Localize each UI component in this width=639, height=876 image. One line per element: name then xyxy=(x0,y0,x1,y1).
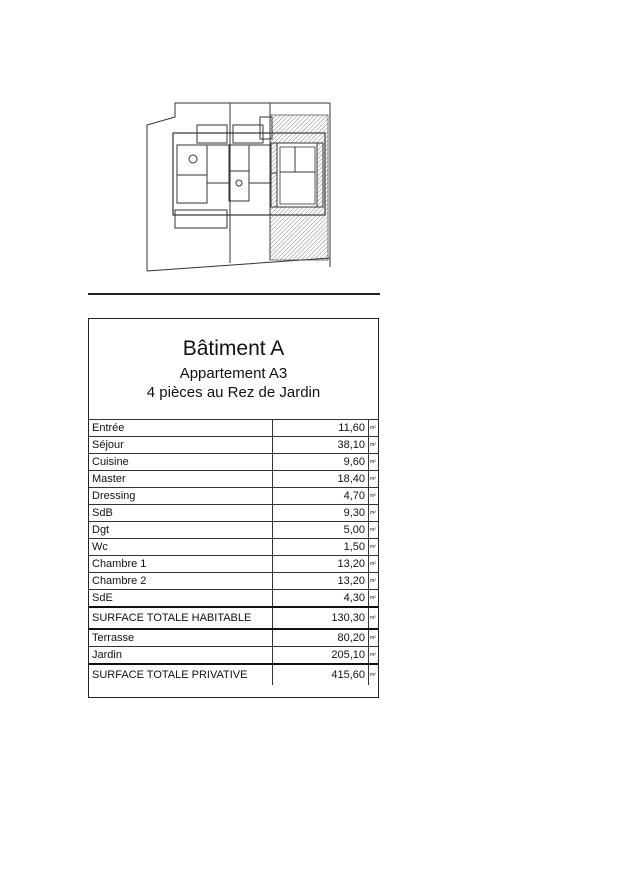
room-name: Cuisine xyxy=(89,454,273,471)
total-privative-row xyxy=(89,664,378,685)
table-row xyxy=(89,488,378,505)
area-unit: m² xyxy=(369,505,379,522)
area-unit: m² xyxy=(369,454,379,471)
area-unit: m² xyxy=(369,556,379,573)
area-unit: m² xyxy=(369,573,379,590)
area-unit: m² xyxy=(369,488,379,505)
room-name: Terrasse xyxy=(89,629,273,647)
room-name: SdB xyxy=(89,505,273,522)
room-name: Dressing xyxy=(89,488,273,505)
room-name: Master xyxy=(89,471,273,488)
total-habitable-row xyxy=(89,607,378,629)
table-row xyxy=(89,471,378,488)
area-unit: m² xyxy=(369,420,379,437)
table-row xyxy=(89,590,378,608)
room-area: 205,10 xyxy=(273,647,369,665)
room-area: 1,50 xyxy=(273,539,369,556)
room-area: 5,00 xyxy=(273,522,369,539)
separator-line xyxy=(88,293,380,295)
room-name: Dgt xyxy=(89,522,273,539)
table-row xyxy=(89,420,378,437)
apartment-title: Appartement A3 xyxy=(179,365,288,382)
apartment-description: 4 pièces au Rez de Jardin xyxy=(146,384,321,401)
area-unit: m² xyxy=(369,664,379,685)
room-name: Séjour xyxy=(89,437,273,454)
room-area: 11,60 xyxy=(273,420,369,437)
room-area: 4,30 xyxy=(273,590,369,608)
room-area: 13,20 xyxy=(273,556,369,573)
room-name: SURFACE TOTALE PRIVATIVE xyxy=(89,664,273,685)
room-area: 80,20 xyxy=(273,629,369,647)
table-row xyxy=(89,437,378,454)
table-header xyxy=(89,319,378,419)
area-unit: m² xyxy=(369,522,379,539)
table-row xyxy=(89,539,378,556)
room-name: SdE xyxy=(89,590,273,608)
room-name: Chambre 1 xyxy=(89,556,273,573)
table-row xyxy=(89,647,378,665)
table-row xyxy=(89,556,378,573)
table-row xyxy=(89,454,378,471)
table-row xyxy=(89,629,378,647)
room-area: 18,40 xyxy=(273,471,369,488)
area-unit: m² xyxy=(369,647,379,665)
room-name: Jardin xyxy=(89,647,273,665)
area-unit: m² xyxy=(369,471,379,488)
room-area: 38,10 xyxy=(273,437,369,454)
area-unit: m² xyxy=(369,437,379,454)
building-title: Bâtiment A xyxy=(182,337,285,360)
floor-plan-drawing xyxy=(135,95,335,275)
area-unit: m² xyxy=(369,629,379,647)
table-row xyxy=(89,573,378,590)
surface-table xyxy=(89,419,378,685)
room-name: Chambre 2 xyxy=(89,573,273,590)
room-name: SURFACE TOTALE HABITABLE xyxy=(89,607,273,629)
room-name: Entrée xyxy=(89,420,273,437)
room-name: Wc xyxy=(89,539,273,556)
room-area: 4,70 xyxy=(273,488,369,505)
room-area: 13,20 xyxy=(273,573,369,590)
room-area: 415,60 xyxy=(273,664,369,685)
table-row xyxy=(89,505,378,522)
area-unit: m² xyxy=(369,607,379,629)
room-area: 9,60 xyxy=(273,454,369,471)
room-area: 9,30 xyxy=(273,505,369,522)
table-row xyxy=(89,522,378,539)
room-area: 130,30 xyxy=(273,607,369,629)
surface-table-card xyxy=(88,318,379,698)
area-unit: m² xyxy=(369,539,379,556)
area-unit: m² xyxy=(369,590,379,608)
